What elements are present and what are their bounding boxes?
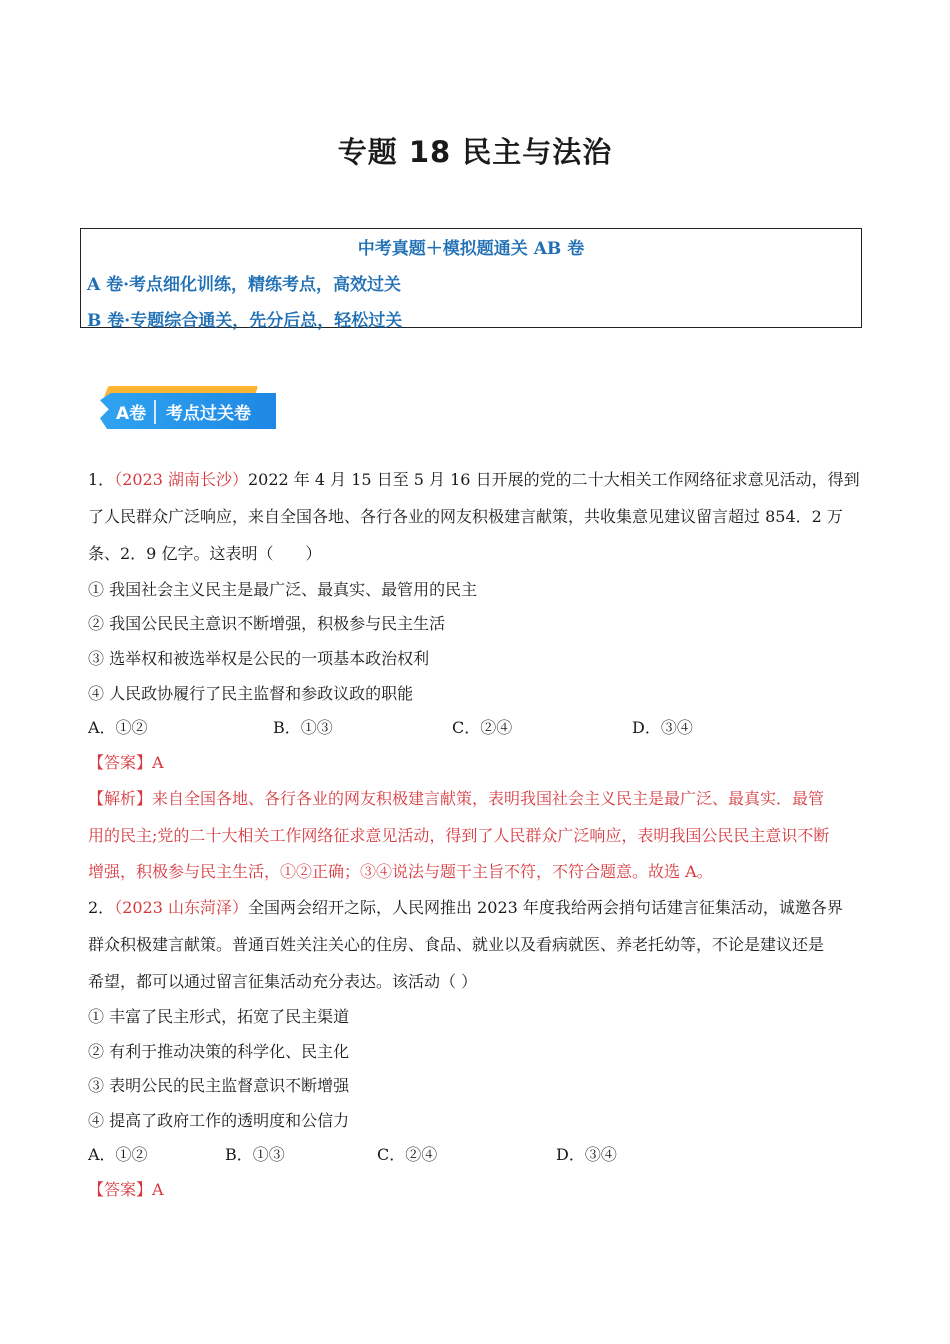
question-1-analysis-line-2: 用的民主;党的二十大相关工作网络征求意见活动，得到了人民群众广泛响应，表明我国公民民主意识不断: [88, 826, 830, 845]
question-2-stem-line-1: [88, 895, 843, 918]
question-2-option-b: B．①③: [225, 1145, 285, 1164]
banner-label-left: A卷: [116, 404, 147, 424]
question-1-option-d: D．③④: [632, 718, 693, 737]
page-title: 专题 18 民主与法治: [337, 135, 613, 169]
banner-divider: [154, 400, 156, 424]
question-1-answer: 【答案】A: [88, 753, 164, 772]
question-1-number: 1．: [88, 470, 115, 489]
section-banner: [96, 386, 278, 432]
question-2-item-2: ② 有利于推动决策的科学化、民主化: [88, 1042, 350, 1061]
question-1-stem-line-1: [88, 467, 860, 490]
question-1-option-b: B．①③: [273, 718, 333, 737]
question-1-stem-text: 2022 年 4 月 15 日至 5 月 16 日开展的党的二十大相关工作网络征求意见活动，得到: [248, 470, 860, 489]
question-1-item-1: ① 我国社会主义民主是最广泛、最真实、最管用的民主: [88, 580, 478, 599]
question-2-source: （2023 山东菏泽）: [114, 898, 248, 917]
info-box-line-b: B 卷·专题综合通关，先分后总，轻松过关: [87, 311, 403, 331]
question-1-stem-line-3: 条、2．9 亿字。这表明（ ）: [88, 544, 322, 563]
question-1-item-3: ③ 选举权和被选举权是公民的一项基本政治权利: [88, 649, 430, 668]
question-2-item-3: ③ 表明公民的民主监督意识不断增强: [88, 1076, 350, 1095]
question-1-source: （2023 湖南长沙）: [114, 470, 248, 489]
question-2-option-c: C．②④: [377, 1145, 438, 1164]
question-2-option-d: D．③④: [556, 1145, 617, 1164]
question-2-stem-line-2: 群众积极建言献策。普通百姓关注关心的住房、食品、就业以及看病就医、养老托幼等，不论是建议还是: [88, 935, 825, 954]
info-box-line-a: A 卷·考点细化训练，精练考点，高效过关: [87, 275, 402, 295]
question-2-option-a: A．①②: [88, 1145, 148, 1164]
question-2-number: 2．: [88, 898, 115, 917]
info-box-heading: 中考真题＋模拟题通关 AB 卷: [357, 239, 585, 259]
question-2-item-4: ④ 提高了政府工作的透明度和公信力: [88, 1111, 350, 1130]
question-1-analysis-line-3: 增强，积极参与民主生活，①②正确；③④说法与题干主旨不符，不符合题意。故选 A。: [88, 862, 713, 881]
question-2-stem-text: 全国两会绍开之际，人民网推出 2023 年度我给两会捎句话建言征集活动，诚邀各界: [248, 898, 843, 917]
question-1-analysis-line-1: 【解析】来自全国各地、各行各业的网友积极建言献策，表明我国社会主义民主是最广泛、最真实．最管: [88, 789, 825, 808]
question-1-item-4: ④ 人民政协履行了民主监督和参政议政的职能: [88, 684, 414, 703]
question-1-option-a: A．①②: [88, 718, 148, 737]
banner-label-right: 考点过关卷: [166, 404, 251, 424]
info-box: [80, 228, 862, 331]
question-2-answer: 【答案】A: [88, 1180, 164, 1199]
question-1-item-2: ② 我国公民民主意识不断增强，积极参与民主生活: [88, 614, 446, 633]
question-1-stem-line-2: 了人民群众广泛响应，来自全国各地、各行各业的网友积极建言献策，共收集意见建议留言超过 854．2 万: [88, 507, 843, 526]
question-2-stem-line-3: 希望，都可以通过留言征集活动充分表达。该活动（ ）: [88, 972, 478, 991]
question-2-item-1: ① 丰富了民主形式，拓宽了民主渠道: [88, 1007, 350, 1026]
question-1-option-c: C．②④: [452, 718, 513, 737]
